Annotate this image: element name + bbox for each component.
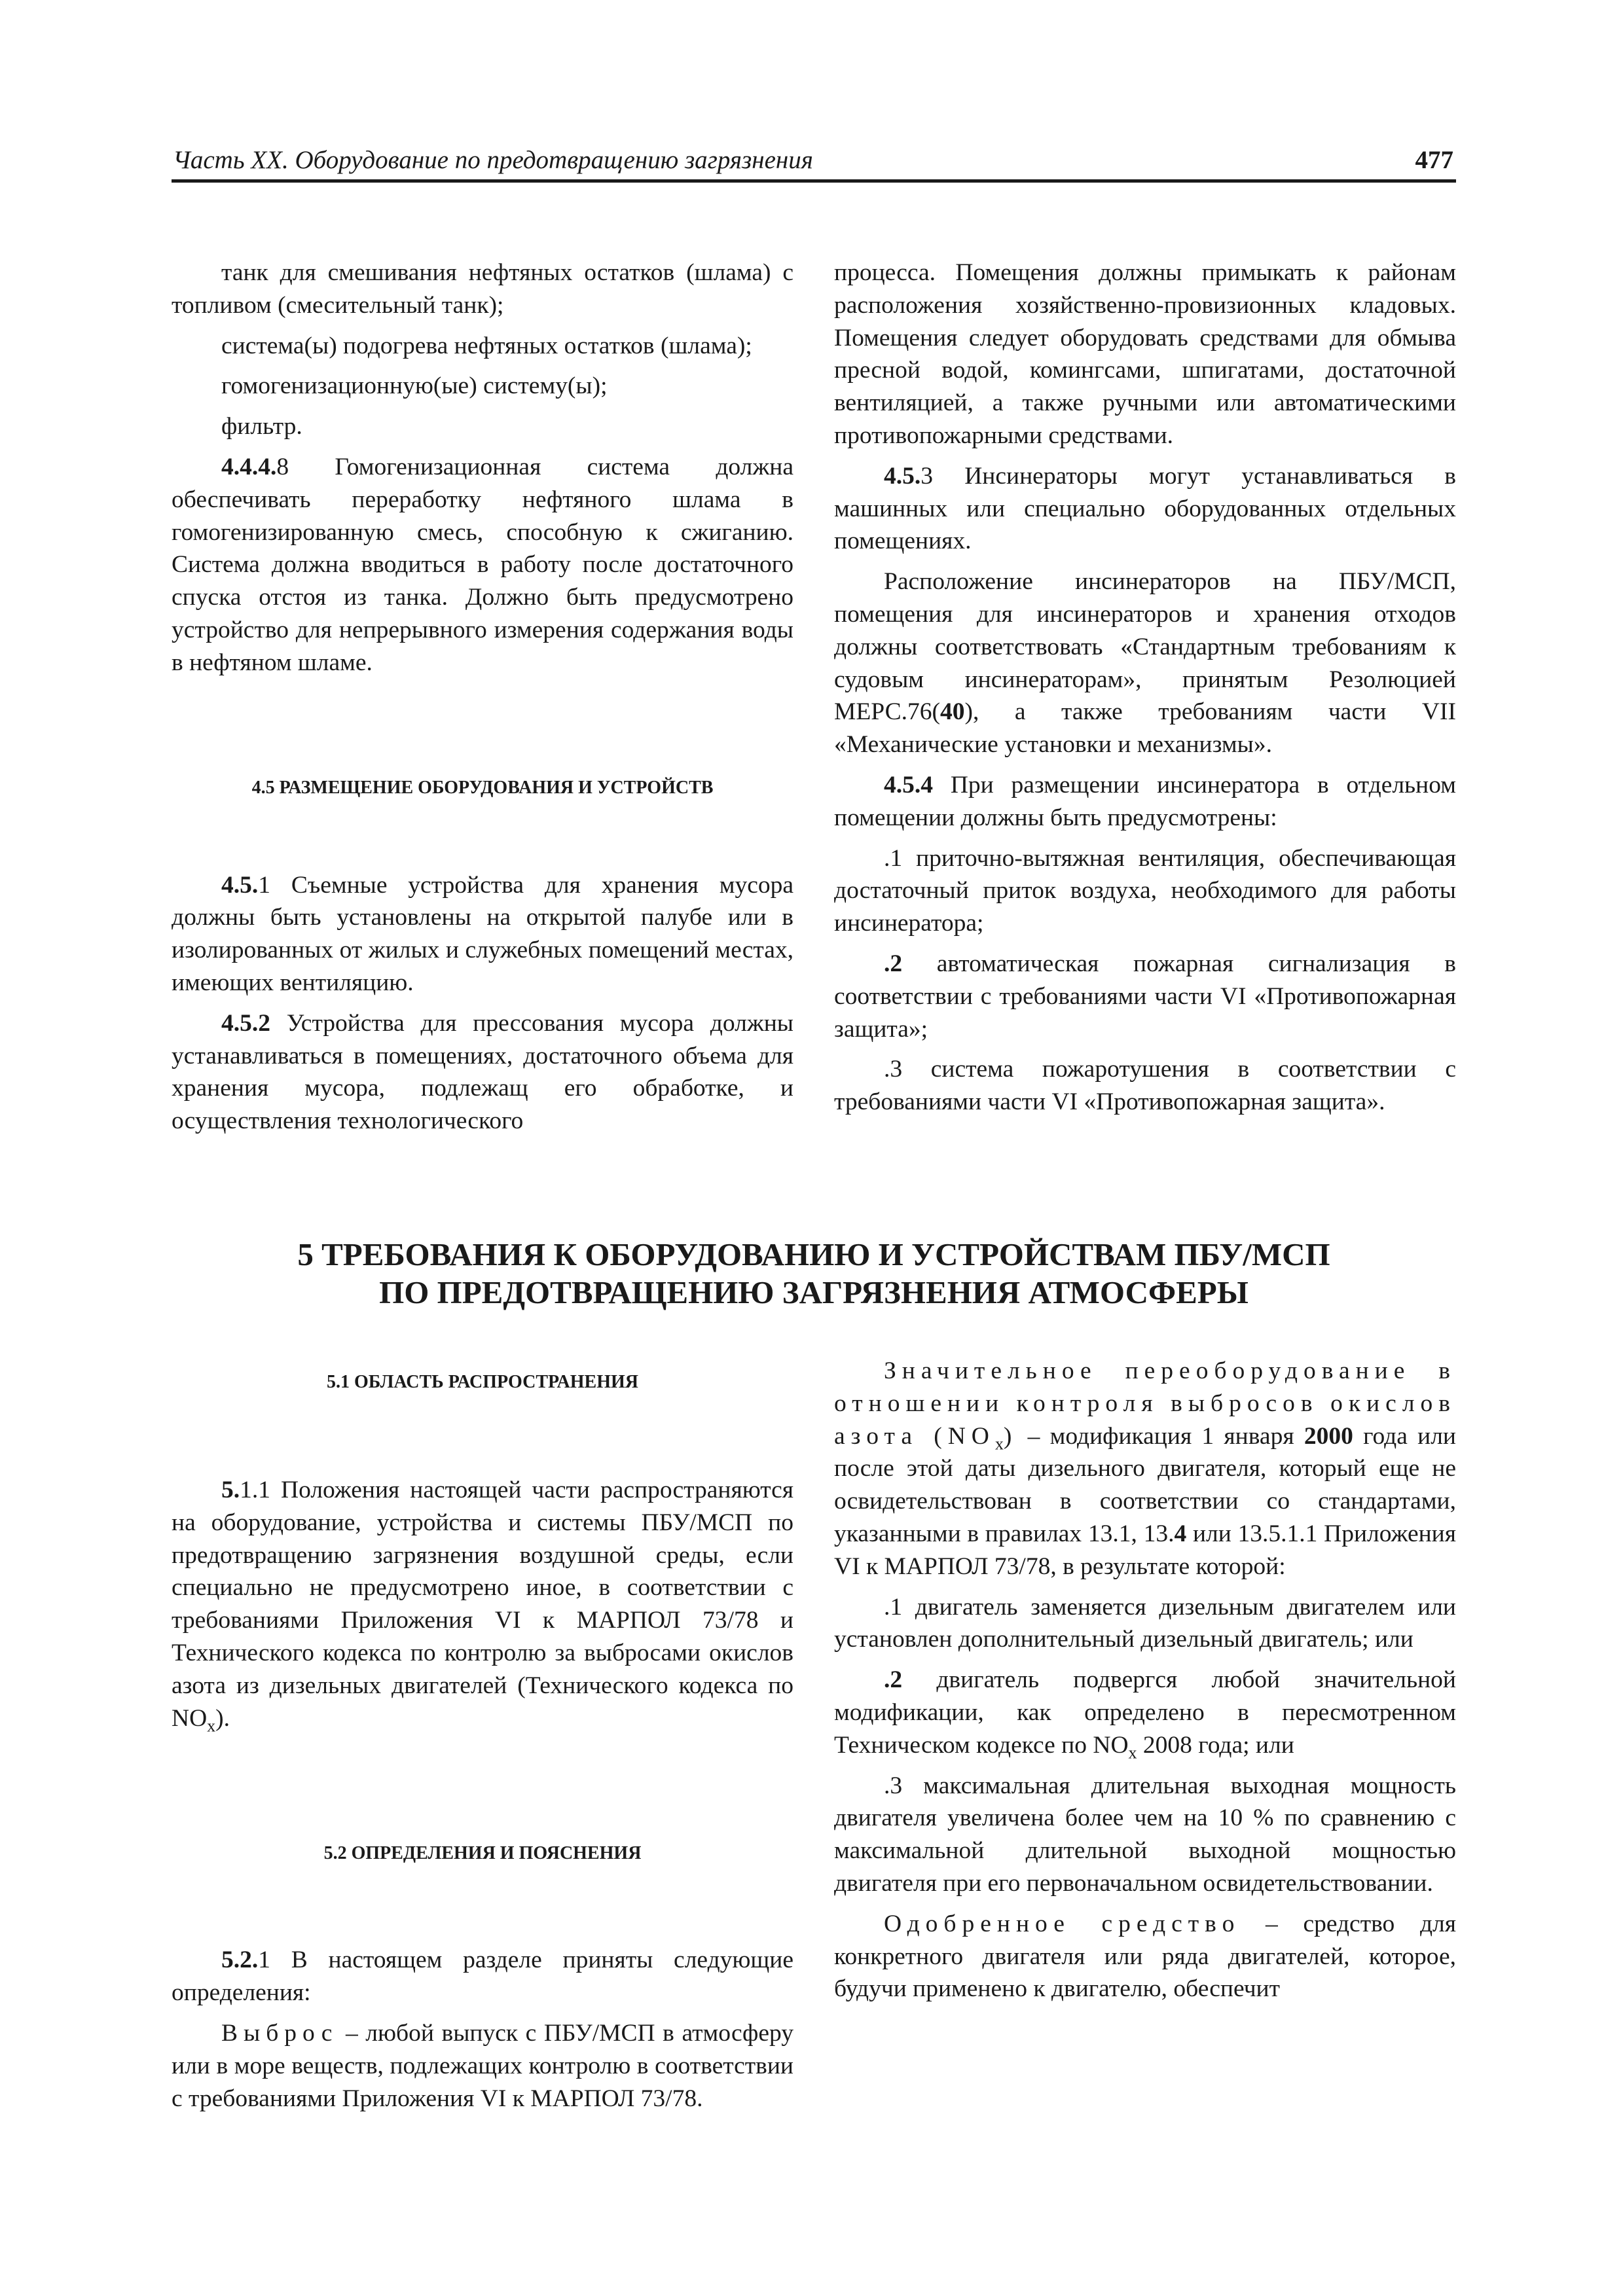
column-bottom-right: [834, 1355, 1456, 2005]
paragraph: процесса. Помещения должны примыкать к районам расположения хозяйственно-провизионных кладовых. Помещения следует оборудовать средствами для обмыва пресной водой, комингсами, шпигатами, достаточной вентиляцией, а также ручными или автоматическими противопожарными средствами.: [834, 259, 1456, 449]
defined-term: Значительное переоборудование в отношении контроля выбросов окислов азота (NO: [834, 1357, 1456, 1450]
column-top-left: [172, 257, 793, 1138]
paragraph-text: Инсинераторы могут устанавливаться в машинных или специально оборудованных отдельных помещениях.: [834, 462, 1456, 555]
paragraph-4-5-4: [834, 769, 1456, 834]
defined-term: Выброс: [221, 2019, 338, 2047]
bold-text: 2000: [1304, 1422, 1353, 1450]
paragraph-text-end: ).: [215, 1704, 230, 1732]
paragraph: танк для смешивания нефтяных остатков (шлама) с топливом (смесительный танк);: [172, 259, 793, 319]
paragraph-text: В настоящем разделе приняты следующие определения:: [172, 1946, 793, 2007]
column-top-right: [834, 257, 1456, 1119]
list-number: .2: [884, 1666, 903, 1694]
paragraph-4-5-1: [172, 869, 793, 999]
paragraph-text: 2008 года; или: [1137, 1731, 1294, 1759]
list-item-2: [834, 1664, 1456, 1761]
list-item-3: .3 максимальная длительная выходная мощность двигателя увеличена более чем на 10 % по сравнению с максимальной длительной выходной мощностью двигателя при его первоначальном освидетельствовании.: [834, 1772, 1456, 1897]
clause-number: 4.5.2: [221, 1009, 270, 1037]
section-heading-4-5: 4.5 РАЗМЕЩЕНИЕ ОБОРУДОВАНИЯ И УСТРОЙСТВ: [251, 777, 714, 798]
paragraph-4-4-4-8: [172, 451, 793, 679]
definition-text: или 13.5.1.1 Приложения VI к МАРПОЛ 73/78, в результате которой:: [834, 1520, 1456, 1580]
paragraph: [834, 565, 1456, 761]
paragraph: система(ы) подогрева нефтяных остатков (шлама);: [221, 332, 752, 359]
chapter-heading-line-1: 5 ТРЕБОВАНИЯ К ОБОРУДОВАНИЮ И УСТРОЙСТВАМ ПБУ/МСП: [297, 1236, 1330, 1272]
paragraph-text: При размещении инсинератора в отдельном помещении должны быть предусмотрены:: [834, 771, 1456, 831]
clause-number: 4.5.: [884, 462, 921, 490]
clause-number: 5.2.: [221, 1946, 259, 1974]
paragraph: фильтр.: [221, 413, 302, 440]
section-heading-5-2: 5.2 ОПРЕДЕЛЕНИЯ И ПОЯСНЕНИЯ: [323, 1843, 642, 1864]
clause-number-tail: 1.1: [240, 1477, 270, 1503]
paragraph-text: Гомогенизационная система должна обеспечивать переработку нефтяного шлама в гомогенизированную смесь, способную к сжиганию. Система должна вводиться в работу после достаточного спуска отстоя из танка. Должно быть предусмотрено устройство для непрерывного измерения содержания воды в нефтяном шламе.: [172, 453, 793, 676]
definition-approved-method: [834, 1908, 1456, 2005]
paragraph-text: Устройства для прессования мусора должны устанавливаться в помещениях, достаточного объема для хранения мусора, подлежащ его обработке, и осуществления технологического: [172, 1009, 793, 1135]
clause-number-tail: 1: [258, 871, 270, 899]
paragraph-text: Положения настоящей части распространяются на оборудование, устройства и системы ПБУ/МСП по предотвращению загрязнения воздушной среды, если специально не предусмотрено иное, в соответствии с требованиями Приложения VI к МАРПОЛ 73/78 и Технического кодекса по контролю за выбросами окислов азота из дизельных двигателей (Технического кодекса по NO: [172, 1477, 793, 1732]
clause-number: 4.5.4: [884, 771, 933, 798]
paragraph-text: Расположение инсинераторов на ПБУ/МСП, помещения для инсинераторов и хранения отходов должны соответствовать «Стандартным требованиям к судовым инсинераторам», принятым Резолюцией МЕРС.76(: [834, 568, 1456, 726]
bold-text: 4: [1174, 1520, 1187, 1547]
definition-text: – средство для конкретного двигателя или ряда двигателей, которое, будучи применено к двигателю, обеспечит: [834, 1910, 1456, 2003]
definition-text: – модификация 1 января: [1017, 1422, 1304, 1450]
paragraph-text: ), а также требованиям части VII «Механические установки и механизмы».: [834, 698, 1456, 759]
definition-text: года или после этой даты дизельного двигателя, который еще не освидетельствован в соответствии со стандартами, указанными в правилах 13.1, 13.: [834, 1422, 1456, 1547]
list-item-2: [834, 948, 1456, 1045]
definition-emission: [172, 2017, 793, 2115]
running-header: [172, 143, 1456, 183]
paragraph-5-2-1: [172, 1944, 793, 2009]
defined-term-end: ): [1003, 1422, 1018, 1450]
paragraph: гомогенизационную(ые) систему(ы);: [221, 372, 608, 400]
subscript: x: [994, 1434, 1004, 1454]
column-bottom-left: [172, 1355, 793, 2115]
clause-number-tail: 8: [276, 453, 289, 480]
clause-number: 4.4.4.: [221, 453, 277, 480]
page-number: 477: [1415, 146, 1453, 174]
list-item-1: .1 приточно-вытяжная вентиляция, обеспечивающая достаточный приток воздуха, необходимого для работы инсинератора;: [834, 844, 1456, 937]
section-heading-5-1: 5.1 ОБЛАСТЬ РАСПРОСТРАНЕНИЯ: [327, 1372, 638, 1392]
paragraph-text: двигатель подвергся любой значительной модификации, как определено в пересмотренном Техническом кодексе по NO: [834, 1666, 1456, 1759]
paragraph-text: Съемные устройства для хранения мусора должны быть установлены на открытой палубе или в изолированных от жилых и служебных помещений местах, имеющих вентиляцию.: [172, 871, 793, 996]
paragraph-4-5-3: [834, 460, 1456, 558]
paragraph-4-5-2: [172, 1007, 793, 1138]
clause-number-tail: 1: [258, 1946, 270, 1974]
chapter-heading-line-2: ПО ПРЕДОТВРАЩЕНИЮ ЗАГРЯЗНЕНИЯ АТМОСФЕРЫ: [379, 1274, 1249, 1310]
list-item-3: .3 система пожаротушения в соответствии с требованиями части VI «Противопожарная защита».: [834, 1056, 1456, 1116]
defined-term: Одобренное средство: [884, 1910, 1241, 1937]
list-number: .2: [884, 950, 903, 977]
subscript: x: [207, 1716, 216, 1736]
definition-significant-modification: [834, 1355, 1456, 1583]
running-title: Часть XX. Оборудование по предотвращению загрязнения: [173, 146, 813, 174]
paragraph-5-1-1: [172, 1474, 793, 1734]
clause-number-tail: 3: [921, 462, 933, 490]
paragraph-text: автоматическая пожарная сигнализация в соответствии с требованиями части VI «Противопожарная защита»;: [834, 950, 1456, 1043]
subscript: x: [1128, 1743, 1137, 1763]
definition-text: – любой выпуск с ПБУ/МСП в атмосферу или в море веществ, подлежащих контролю в соответствии с требованиями Приложения VI к МАРПОЛ 73/78.: [172, 2019, 793, 2112]
list-item-1: .1 двигатель заменяется дизельным двигателем или установлен дополнительный дизельный двигатель; или: [834, 1593, 1456, 1653]
chapter-heading: [172, 1236, 1456, 1312]
clause-number: 4.5.: [221, 871, 259, 899]
bold-text: 40: [939, 698, 965, 726]
clause-number: 5.: [221, 1477, 240, 1503]
